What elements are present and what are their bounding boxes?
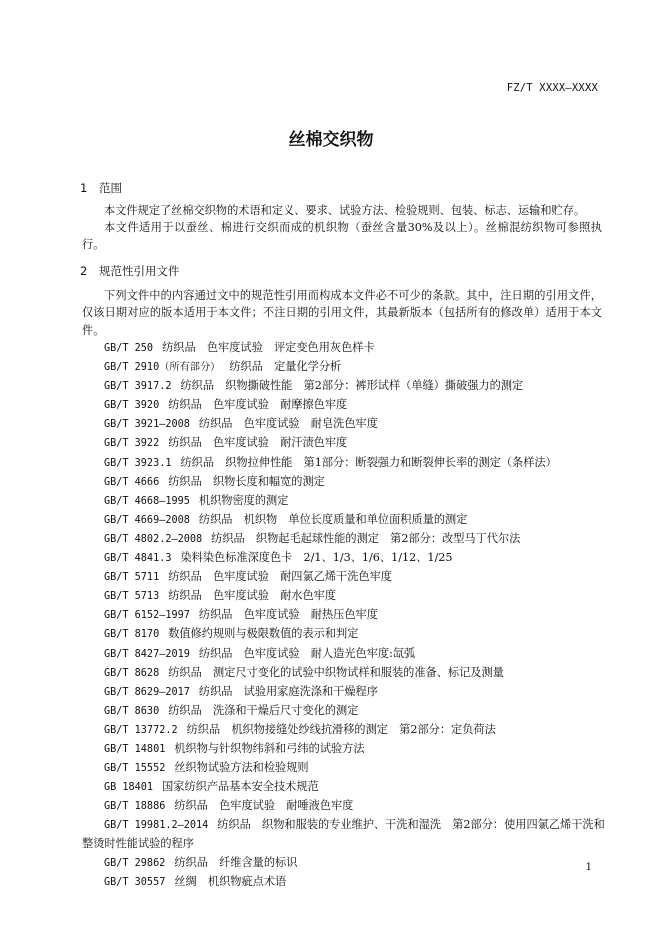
reference-title: 数值修约规则与极限数值的表示和判定: [168, 627, 359, 641]
section-title: 规范性引用文件: [99, 264, 180, 278]
reference-code: GB/T 13772.2: [104, 724, 178, 736]
reference-item: [82, 396, 612, 415]
references-intro-paragraph: 下列文件中的内容通过文中的规范性引用而构成本文件必不可少的条款。其中，注日期的引用文件，仅该日期对应的版本适用于本文件；不注日期的引用文件，其最新版本（包括所有的修改单）适用于本文件。: [82, 289, 602, 337]
reference-title: 纺织品 洗涤和干燥后尺寸变化的测定: [168, 703, 359, 717]
reference-code: GB/T 8628: [104, 667, 160, 679]
reference-code: GB/T 2910（所有部分）: [104, 362, 221, 374]
scope-paragraph-1: 本文件规定了丝棉交织物的术语和定义、要求、试验方法、检验规则、包装、标志、运输和贮存。: [104, 204, 586, 217]
reference-code: GB/T 19981.2—2014: [104, 820, 209, 832]
reference-title: 丝织物试验方法和检验规则: [174, 761, 309, 775]
reference-item: [82, 511, 612, 530]
section-number: 1: [80, 181, 88, 195]
reference-code: GB/T 3922: [104, 438, 160, 450]
reference-title: 机织物密度的测定: [198, 493, 289, 507]
reference-item: [82, 473, 612, 492]
document-title: 丝棉交织物: [288, 130, 374, 150]
reference-code: GB/T 30557: [104, 876, 166, 888]
reference-code: GB/T 5713: [104, 591, 160, 603]
reference-item: [82, 873, 612, 892]
reference-title: 纺织品 机织物 单位长度质量和单位面积质量的测定: [198, 512, 468, 526]
reference-code: GB/T 8629—2017: [104, 686, 190, 698]
reference-code: GB/T 3920: [104, 400, 160, 412]
reference-item: [82, 415, 612, 434]
reference-item: [82, 454, 612, 473]
scope-paragraph-2: 本文件适用于以蚕丝、棉进行交织而成的机织物（蚕丝含量30%及以上）。丝棉混纺织物可参照执行。: [82, 221, 602, 252]
reference-item: [82, 778, 612, 797]
reference-title: 纺织品 试验用家庭洗涤和干燥程序: [198, 684, 378, 698]
reference-title: 纺织品 色牢度试验 耐唾液色牢度: [174, 799, 354, 813]
reference-code: GB/T 29862: [104, 857, 166, 869]
section-number: 2: [80, 264, 88, 278]
reference-code: GB/T 3921—2008: [104, 419, 190, 431]
reference-code: GB/T 4841.3: [104, 553, 172, 565]
reference-title: 纺织品 织物长度和幅宽的测定: [168, 474, 325, 488]
reference-title: 纺织品 定量化学分析: [229, 360, 342, 374]
reference-code: GB/T 18886: [104, 801, 166, 813]
reference-item: [82, 339, 612, 358]
reference-title: 纺织品 色牢度试验 耐人造光色牢度:氙弧: [198, 646, 416, 660]
section-heading-normative-references: [80, 263, 180, 279]
reference-code: GB/T 250: [104, 343, 154, 354]
reference-title: 纺织品 织物撕破性能 第2部分：裤形试样（单缝）撕破强力的测定: [180, 379, 524, 393]
reference-title: 纺织品 机织物接缝处纱线抗滑移的测定 第2部分：定负荷法: [186, 722, 496, 736]
reference-code: GB/T 3917.2: [104, 381, 172, 393]
reference-code: GB/T 5711: [104, 572, 160, 584]
reference-item: [82, 816, 612, 853]
reference-item: [82, 606, 612, 625]
reference-code: GB/T 4669—2008: [104, 514, 190, 526]
reference-list: [82, 339, 612, 892]
reference-code: GB/T 8170: [104, 629, 160, 641]
reference-item: [82, 645, 612, 664]
reference-item: [82, 854, 612, 873]
reference-title: 纺织品 色牢度试验 耐热压色牢度: [198, 608, 378, 622]
reference-title: 纺织品 色牢度试验 耐水色牢度: [168, 589, 337, 603]
reference-title: 国家纺织产品基本安全技术规范: [162, 780, 319, 794]
reference-title: 机织物与针织物纬斜和弓纬的试验方法: [174, 741, 365, 755]
reference-item: [82, 740, 612, 759]
reference-item: [82, 568, 612, 587]
document-code: FZ/T XXXX—XXXX: [506, 82, 598, 94]
reference-title: 纺织品 色牢度试验 评定变色用灰色样卡: [162, 341, 375, 354]
reference-item: [82, 358, 612, 377]
reference-title: 丝绸 机织物疵点术语: [174, 874, 287, 888]
reference-title: 纺织品 测定尺寸变化的试验中织物试样和服装的准备、标记及测量: [168, 665, 504, 679]
reference-item: [82, 587, 612, 606]
reference-item: [82, 492, 612, 511]
reference-item: [82, 664, 612, 683]
reference-item: [82, 797, 612, 816]
reference-item: [82, 434, 612, 453]
reference-code: GB/T 4802.2—2008: [104, 533, 203, 545]
reference-item: [82, 683, 612, 702]
reference-title: 纺织品 色牢度试验 耐摩擦色牢度: [168, 398, 348, 412]
reference-title: 纺织品 织物拉伸性能 第1部分：断裂强力和断裂伸长率的测定（条样法）: [180, 455, 557, 469]
reference-title: 纺织品 织物起毛起球性能的测定 第2部分：改型马丁代尔法: [211, 531, 521, 545]
reference-item: [82, 549, 612, 568]
reference-title: 纺织品 纤维含量的标识: [174, 855, 298, 869]
reference-code: GB/T 3923.1: [104, 457, 172, 469]
reference-item: [82, 721, 612, 740]
reference-item: [82, 702, 612, 721]
section-heading-scope: [80, 180, 122, 196]
reference-item: [82, 530, 612, 549]
reference-code: GB/T 14801: [104, 743, 166, 755]
reference-code: GB 18401: [104, 782, 154, 794]
reference-code: GB/T 4668—1995: [104, 495, 190, 507]
reference-title: 纺织品 色牢度试验 耐四氯乙烯干洗色牢度: [168, 570, 392, 584]
reference-title: 纺织品 色牢度试验 耐汗渍色牢度: [168, 436, 348, 450]
reference-code: GB/T 15552: [104, 763, 166, 775]
reference-title: 纺织品 织物和服装的专业维护、干洗和湿洗 第2部分：使用四氯乙烯干洗和整烫时性能试验的程序: [82, 818, 605, 851]
reference-item: [82, 625, 612, 644]
section-title: 范围: [99, 181, 122, 195]
reference-code: GB/T 8630: [104, 705, 160, 717]
reference-code: GB/T 8427—2019: [104, 648, 190, 660]
reference-code: GB/T 6152—1997: [104, 610, 190, 622]
reference-code: GB/T 4666: [104, 476, 160, 488]
reference-item: [82, 377, 612, 396]
reference-title: 纺织品 色牢度试验 耐皂洗色牢度: [198, 417, 378, 431]
reference-item: [82, 759, 612, 778]
reference-title: 染料染色标准深度色卡 2/1、1/3、1/6、1/12、1/25: [180, 551, 453, 565]
page-number: 1: [585, 862, 592, 873]
